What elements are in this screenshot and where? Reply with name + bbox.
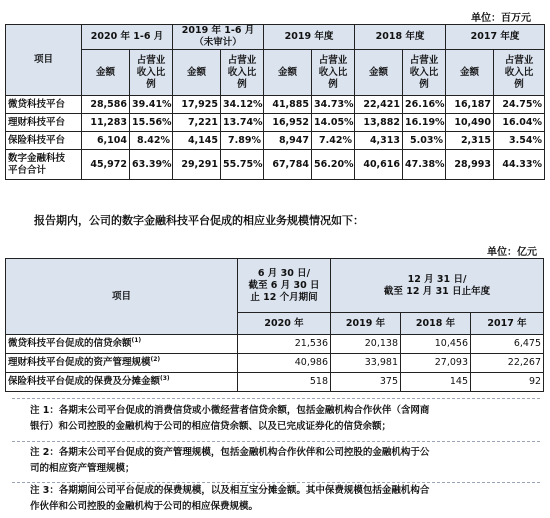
amount-subheader: 金额 bbox=[355, 50, 403, 96]
cell: 22,421 bbox=[355, 96, 403, 114]
table-row bbox=[6, 96, 545, 114]
header-line: 截至 6 月 30 日 bbox=[248, 279, 320, 291]
cell: 40,616 bbox=[355, 150, 403, 180]
ratio-line: 收入比 bbox=[409, 66, 439, 78]
business-scale-table bbox=[5, 258, 544, 392]
cell: 27,093 bbox=[401, 354, 471, 373]
cell: 28,993 bbox=[446, 150, 494, 180]
cell: 4,313 bbox=[355, 132, 403, 150]
cell: 16.04% bbox=[494, 114, 545, 132]
cell: 40,986 bbox=[238, 354, 331, 373]
table1-period-header: 2020 年 1-6 月 bbox=[82, 25, 173, 50]
period-note: （未审计） bbox=[194, 37, 242, 48]
table-row bbox=[6, 373, 544, 392]
cell: 22,267 bbox=[471, 354, 544, 373]
footnote-1 bbox=[30, 403, 540, 435]
year-header: 2018 年 bbox=[401, 313, 471, 335]
cell: 14.05% bbox=[312, 114, 355, 132]
footnote-line: 注 3：各期期间公司平台促成的保费规模，以及相互宝分摊金额。其中保费规模包括金融机构合 bbox=[30, 485, 430, 496]
cell: 6,104 bbox=[82, 132, 130, 150]
row-label bbox=[6, 373, 238, 392]
row-label: 保险科技平台 bbox=[6, 132, 82, 150]
cell: 2,315 bbox=[446, 132, 494, 150]
row-label-line: 数字金融科技 bbox=[8, 152, 66, 164]
cell: 29,291 bbox=[173, 150, 221, 180]
period-label: 2019 年 1-6 月 bbox=[181, 25, 255, 36]
row-label bbox=[6, 354, 238, 373]
header-line: 12 月 31 日/ bbox=[407, 273, 467, 285]
ratio-subheader bbox=[494, 50, 545, 96]
footnote-ref: (1) bbox=[131, 336, 142, 344]
table-row bbox=[6, 132, 545, 150]
ratio-line: 例 bbox=[237, 78, 247, 90]
ratio-line: 收入比 bbox=[318, 66, 348, 78]
ratio-line: 收入比 bbox=[227, 66, 257, 78]
footnote-line: 司的相应资产管理规模； bbox=[30, 463, 135, 474]
cell: 24.75% bbox=[494, 96, 545, 114]
footnote-3 bbox=[30, 483, 540, 515]
cell: 16,187 bbox=[446, 96, 494, 114]
divider bbox=[12, 398, 540, 399]
amount-subheader: 金额 bbox=[446, 50, 494, 96]
cell: 8.42% bbox=[130, 132, 173, 150]
footnote-2 bbox=[30, 445, 540, 477]
year-header: 2017 年 bbox=[471, 313, 544, 335]
table-row bbox=[6, 150, 545, 180]
table2-header-right bbox=[331, 259, 544, 313]
table1-item-header: 项目 bbox=[6, 25, 82, 96]
ratio-line: 占营业 bbox=[504, 54, 534, 66]
ratio-line: 占营业 bbox=[409, 54, 439, 66]
amount-subheader: 金额 bbox=[173, 50, 221, 96]
header-line: 止 12 个月期间 bbox=[250, 291, 318, 303]
cell: 7.42% bbox=[312, 132, 355, 150]
ratio-line: 例 bbox=[146, 78, 156, 90]
amount-subheader: 金额 bbox=[82, 50, 130, 96]
cell: 6,475 bbox=[471, 335, 544, 354]
cell: 145 bbox=[401, 373, 471, 392]
cell: 55.75% bbox=[221, 150, 264, 180]
cell: 47.38% bbox=[403, 150, 446, 180]
cell: 17,925 bbox=[173, 96, 221, 114]
row-label: 微贷科技平台 bbox=[6, 96, 82, 114]
cell: 10,490 bbox=[446, 114, 494, 132]
ratio-line: 例 bbox=[328, 78, 338, 90]
cell: 28,586 bbox=[82, 96, 130, 114]
ratio-line: 占营业 bbox=[227, 54, 257, 66]
cell: 20,138 bbox=[331, 335, 401, 354]
ratio-line: 占营业 bbox=[318, 54, 348, 66]
table1-period-header: 2017 年度 bbox=[446, 25, 545, 50]
ratio-line: 占营业 bbox=[136, 54, 166, 66]
table2-header-left bbox=[238, 259, 331, 313]
cell: 375 bbox=[331, 373, 401, 392]
row-label: 理财科技平台 bbox=[6, 114, 82, 132]
table1-unit: 单位：百万元 bbox=[471, 13, 531, 24]
ratio-line: 收入比 bbox=[136, 66, 166, 78]
divider bbox=[12, 441, 540, 442]
ratio-line: 收入比 bbox=[504, 66, 534, 78]
cell: 45,972 bbox=[82, 150, 130, 180]
cell: 63.39% bbox=[130, 150, 173, 180]
cell: 3.54% bbox=[494, 132, 545, 150]
cell: 13.74% bbox=[221, 114, 264, 132]
ratio-subheader bbox=[403, 50, 446, 96]
cell: 92 bbox=[471, 373, 544, 392]
footnote-line: 注 2：各期末公司平台促成的资产管理规模，包括金融机构合作伙伴和公司控股的金融机构于公 bbox=[30, 447, 430, 458]
footnote-line: 注 1：各期末公司平台促成的消费信贷或小微经营者信贷余额，包括金融机构合作伙伴（含网商 bbox=[30, 405, 430, 416]
year-header: 2020 年 bbox=[238, 313, 331, 335]
row-label-text: 理财科技平台促成的资产管理规模 bbox=[8, 357, 151, 368]
row-label-line: 平台合计 bbox=[8, 164, 47, 176]
cell: 21,536 bbox=[238, 335, 331, 354]
cell: 518 bbox=[238, 373, 331, 392]
header-line: 6 月 30 日/ bbox=[257, 267, 311, 279]
cell: 41,885 bbox=[264, 96, 312, 114]
footnote-ref: (2) bbox=[150, 355, 161, 363]
amount-subheader: 金额 bbox=[264, 50, 312, 96]
ratio-subheader bbox=[312, 50, 355, 96]
row-label-text: 微贷科技平台促成的信贷余额 bbox=[8, 338, 132, 349]
ratio-subheader bbox=[221, 50, 264, 96]
cell: 10,456 bbox=[401, 335, 471, 354]
table1-period-header bbox=[173, 25, 264, 50]
cell: 16.19% bbox=[403, 114, 446, 132]
header-line: 截至 12 月 31 日止年度 bbox=[383, 285, 491, 297]
footnote-ref: (3) bbox=[160, 374, 170, 382]
revenue-table bbox=[5, 24, 545, 180]
intro-paragraph: 报告期内，公司的数字金融科技平台促成的相应业务规模情况如下： bbox=[34, 214, 364, 227]
cell: 16,952 bbox=[264, 114, 312, 132]
cell: 67,784 bbox=[264, 150, 312, 180]
footnote-line: 作伙伴和公司控股的金融机构于公司的相应保费规模。 bbox=[30, 501, 259, 512]
table2-item-header: 项目 bbox=[6, 259, 238, 335]
cell: 4,145 bbox=[173, 132, 221, 150]
cell: 5.03% bbox=[403, 132, 446, 150]
table-row bbox=[6, 354, 544, 373]
ratio-line: 例 bbox=[514, 78, 524, 90]
cell: 11,283 bbox=[82, 114, 130, 132]
ratio-subheader bbox=[130, 50, 173, 96]
cell: 56.20% bbox=[312, 150, 355, 180]
table-row bbox=[6, 114, 545, 132]
cell: 13,882 bbox=[355, 114, 403, 132]
cell: 15.56% bbox=[130, 114, 173, 132]
ratio-line: 例 bbox=[419, 78, 429, 90]
table1-period-header: 2018 年度 bbox=[355, 25, 446, 50]
footnote-line: 银行）和公司控股的金融机构于公司的相应信贷余额、以及已完成证券化的信贷余额； bbox=[30, 421, 392, 432]
cell: 34.73% bbox=[312, 96, 355, 114]
table-row bbox=[6, 335, 544, 354]
cell: 34.12% bbox=[221, 96, 264, 114]
row-label bbox=[6, 335, 238, 354]
cell: 7.89% bbox=[221, 132, 264, 150]
table2-unit: 单位：亿元 bbox=[487, 247, 537, 258]
row-label bbox=[6, 150, 82, 180]
cell: 7,221 bbox=[173, 114, 221, 132]
year-header: 2019 年 bbox=[331, 313, 401, 335]
cell: 26.16% bbox=[403, 96, 446, 114]
cell: 39.41% bbox=[130, 96, 173, 114]
table1-period-header: 2019 年度 bbox=[264, 25, 355, 50]
row-label-text: 保险科技平台促成的保费及分摊金额 bbox=[8, 376, 161, 387]
cell: 44.33% bbox=[494, 150, 545, 180]
cell: 33,981 bbox=[331, 354, 401, 373]
cell: 8,947 bbox=[264, 132, 312, 150]
